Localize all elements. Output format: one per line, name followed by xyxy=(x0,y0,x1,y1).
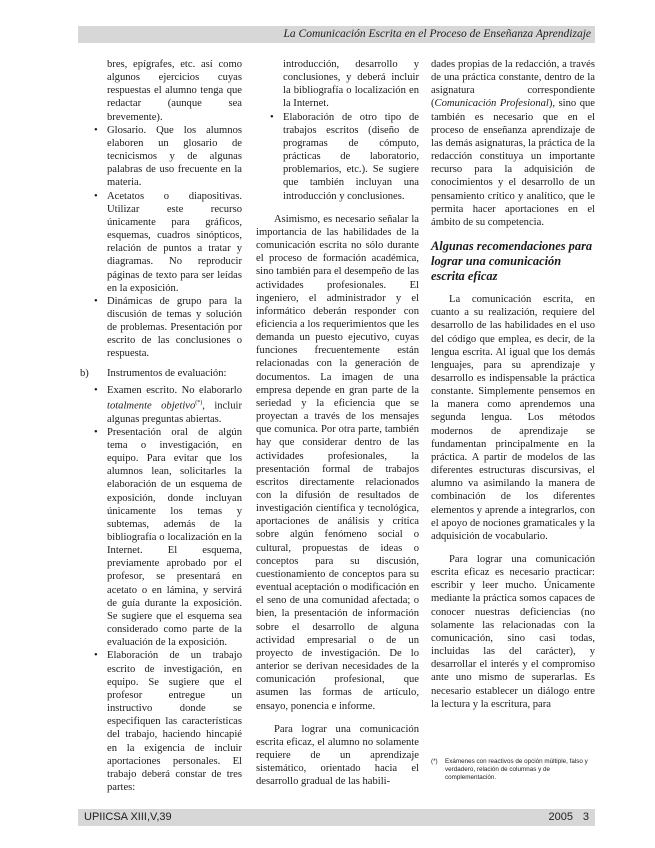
page-number: 3 xyxy=(582,811,589,823)
bullet-list-b xyxy=(78,384,242,794)
list-item: • Presentación oral de algún tema o investigación, en equipo. Para evitar que los alumnos lean, solicitarles la elaboración de un esquema de exposición, donde incluyan únicamente los temas y subtemas, además de la bibliografía o localización en la Internet. El esquema, previamente aprobado por el profesor, se presentará en acetato o en lámina, y servirá de guía durante la exposición. Se sugiere que el esquema sea considerado como parte de la evaluación de la exposición. xyxy=(107,426,242,650)
list-item-continuation: bres, epígrafes, etc. así como algunos ejercicios cuyas respuestas el alumno tenga que redactar (aunque sea brevemente). xyxy=(107,59,242,123)
footnote-text: Exámenes con reactivos de opción múltiple, falso y verdadero, relación de columnas y de complementación. xyxy=(445,758,588,781)
body-paragraph: Asimismo, es necesario señalar la importancia de las habilidades de la comunicación escrita no sólo durante el proceso de formación académica, sino también para el desempeño de las actividades profesionales. El ingeniero, el administrador y el informático deberán responder con eficiencia a los requerimientos que les demanda un puesto ejecutivo, cuyas funciones frecuentemente están relacionadas con la generación de documentos. La imagen de una empresa depende en gran parte de la seriedad y la eficiencia que se proyectan a través de los mensajes que comunica. Por otra parte, también hay que considerar dentro de las actividades profesionales, la presentación formal de trabajos escritos directamente relacionados con la difusión de resultados de investigación científica y tecnológica, aportaciones de análisis y crítica sobre algún fenómeno social o cultural, propuestas de ideas o conceptos para su discusión, cuestionamiento de conceptos para su eventual aceptación o modificación en el seno de una comunidad afectada; o bien, la presentación de información sobre el desarrollo de alguna actividad empresarial o de un proyecto de investigación. De lo anterior se derivan necesidades de la comunicación profesional, que asumen las formas de artículo, ensayo, ponencia e informe. xyxy=(256,213,419,712)
list-item-continuation: introducción, desarrollo y conclusiones, y deberá incluir la bibliografía o localización en la Internet. xyxy=(283,59,419,110)
column-3 xyxy=(431,58,595,711)
bullet-list-a xyxy=(78,124,242,361)
list-item: • Acetatos o diapositivas. Utilizar este recurso únicamente para gráficos, esquemas, cuadros sinópticos, relación de puntos a tratar y diagramas. No reproducir páginas de texto para ser leídas en la exposición. xyxy=(107,190,242,295)
list-item: • Elaboración de un trabajo escrito de investigación, en equipo. Se sugiere que el profesor entregue un instructivo donde se especifiquen las características del trabajo, haciendo hincapié en la exigencia de incluir aportaciones personales. El trabajo deberá constar de tres partes: xyxy=(107,649,242,794)
bullet-list-c xyxy=(256,111,419,203)
list-item: • Glosario. Que los alumnos elaboren un glosario de tecnicismos y de algunas palabras de uso frecuente en la materia. xyxy=(107,124,242,190)
column-1 xyxy=(78,58,242,794)
subsection-label: b) Instrumentos de evaluación: xyxy=(80,367,227,379)
column-2 xyxy=(256,58,419,788)
body-paragraph: La comunicación escrita, en cuanto a su realización, requiere del desarrollo de las habilidades en el uso del código que emplea, es decir, de la lengua escrita. Al igual que los demás lenguajes, para su aprendizaje y desarrollo es indispensable la práctica constante. Simplemente pensemos en la manera como aprendemos una segunda lengua. Los métodos modernos de aprendizaje se fundamentan principalmente en la práctica. A partir de modelos de las diferentes estructuras discursivas, el alumno va asimilando la manera de combinación de los diferentes elementos y aprende a integrarlos, con el apoyo de nociones gramaticales y la adquisición de vocabulario. xyxy=(431,294,595,542)
footnote xyxy=(431,758,595,782)
footnote-mark: (*) xyxy=(431,758,438,765)
section-heading: Algunas recomendaciones para lograr una comunicación escrita eficaz xyxy=(431,239,593,284)
body-paragraph: dades propias de la redacción, a través de una práctica constante, dentro de la asignatura correspondiente (Comunicación Profesional), sino que también es necesario que en el proceso de enseñanza aprendizaje de las demás asignaturas, la práctica de la redacción constituya un importante recurso para la adquisición de conocimientos y el desarrollo de un pensamiento crítico y analítico, que le permita hacer aportaciones en el ámbito de su competencia. xyxy=(431,59,595,228)
body-paragraph: Para lograr una comunicación escrita eficaz es necesario practicar: escribir y leer mucho. Únicamente mediante la práctica somos capaces de conocer nuestras deficiencias (no solamente las relacionadas con la comunicación, sino casi todas, incluidas las del carácter), y desarrollar el interés y el compromiso ante uno mismo de superarlas. Es necesario establecer un diálogo entre la lectura y la escritura, para xyxy=(431,554,595,710)
list-item: • Examen escrito. No elaborarlo totalmente objetivo(*), incluir algunas preguntas abiertas. xyxy=(107,384,242,426)
body-paragraph: Para lograr una comunicación escrita eficaz, el alumno no solamente requiere de un aprendizaje sistemático, orientado hacia el desarrollo gradual de las habili- xyxy=(256,723,419,788)
page-footer xyxy=(78,809,595,826)
list-item: • Elaboración de otro tipo de trabajos escritos (diseño de programas de cómputo, prácticas de laboratorio, problemarios, etc.). Se sugiere que también incluyan una introducción y conclusiones. xyxy=(283,111,419,203)
running-header: La Comunicación Escrita en el Proceso de Enseñanza Aprendizaje xyxy=(78,26,595,43)
footer-year: 2005 xyxy=(548,811,573,823)
journal-reference: UPIICSA XIII,V,39 xyxy=(84,811,172,823)
list-item: • Dinámicas de grupo para la discusión de temas y solución de problemas. Presentación por escrito de las conclusiones o respuesta. xyxy=(107,295,242,361)
